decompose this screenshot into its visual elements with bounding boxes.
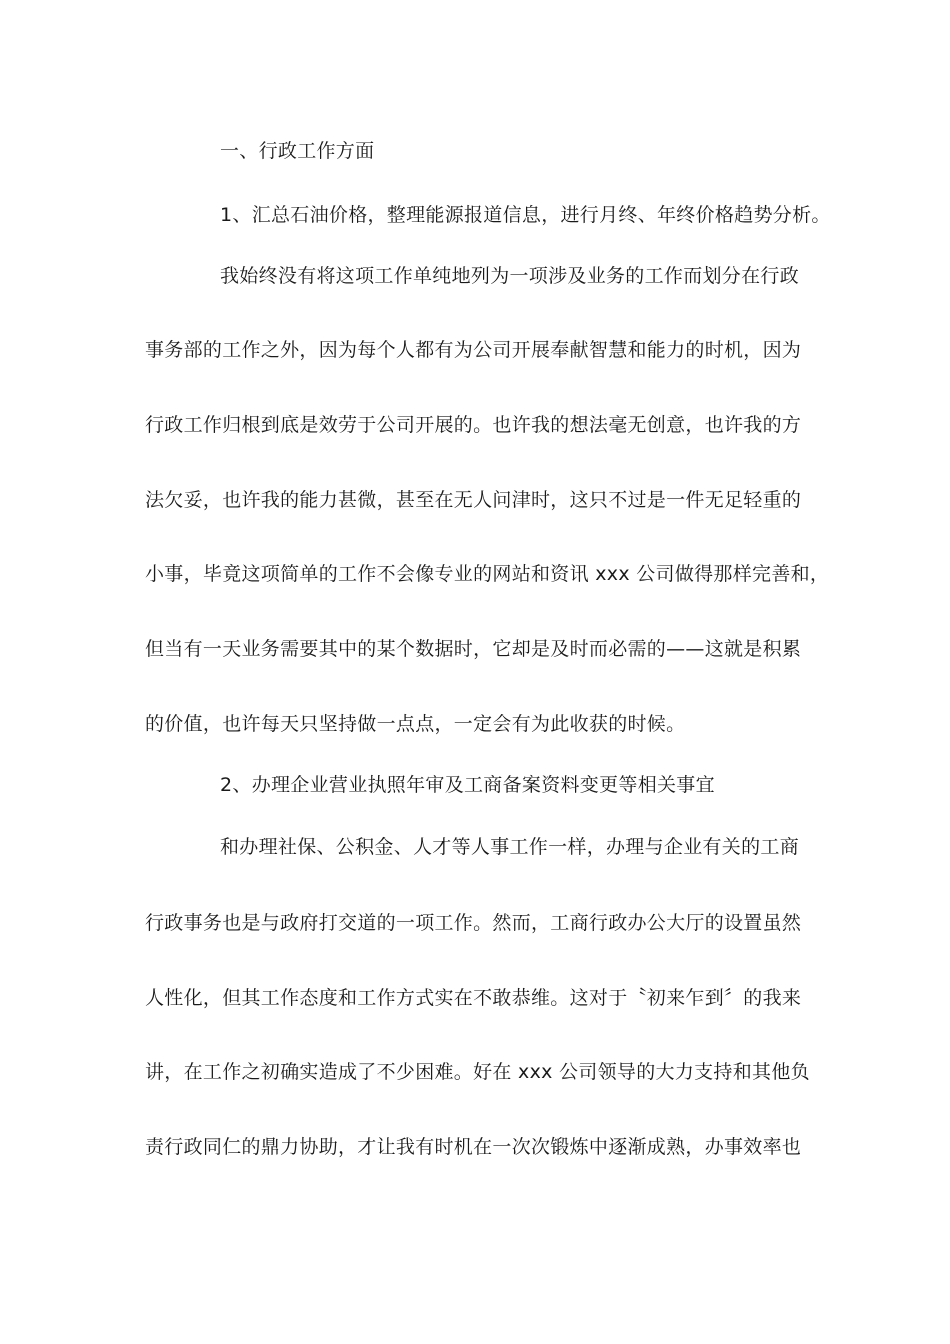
- paragraph-line: 责行政同仁的鼎力协助，才让我有时机在一次次锻炼中逐渐成熟，办事效率也: [145, 1136, 802, 1158]
- section-heading: 一、行政工作方面: [220, 140, 375, 162]
- item-heading-2: 2、办理企业营业执照年审及工商备案资料变更等相关事宜: [220, 774, 715, 796]
- paragraph-line: 的价值，也许每天只坚持做一点点，一定会有为此收获的时候。: [145, 713, 686, 735]
- paragraph-line: 法欠妥，也许我的能力甚微，甚至在无人问津时，这只不过是一件无足轻重的: [145, 489, 802, 511]
- item-heading-1: 1、汇总石油价格，整理能源报道信息，进行月终、年终价格趋势分析。: [220, 204, 831, 226]
- paragraph-line: 人性化，但其工作态度和工作方式实在不敢恭维。这对于〝初来乍到〞的我来: [145, 987, 802, 1009]
- paragraph-line: 但当有一天业务需要其中的某个数据时，它却是及时而必需的——这就是积累: [145, 638, 802, 660]
- paragraph-line: 我始终没有将这项工作单纯地列为一项涉及业务的工作而划分在行政: [220, 265, 800, 287]
- paragraph-line: 小事，毕竟这项简单的工作不会像专业的网站和资讯 xxx 公司做得那样完善和，: [145, 563, 830, 585]
- paragraph-line: 和办理社保、公积金、人才等人事工作一样，办理与企业有关的工商: [220, 836, 800, 858]
- paragraph-line: 行政事务也是与政府打交道的一项工作。然而，工商行政办公大厅的设置虽然: [145, 912, 802, 934]
- paragraph-line: 讲，在工作之初确实造成了不少困难。好在 xxx 公司领导的大力支持和其他负: [145, 1061, 810, 1083]
- paragraph-line: 行政工作归根到底是效劳于公司开展的。也许我的想法毫无创意，也许我的方: [145, 414, 802, 436]
- paragraph-line: 事务部的工作之外，因为每个人都有为公司开展奉献智慧和能力的时机，因为: [145, 339, 802, 361]
